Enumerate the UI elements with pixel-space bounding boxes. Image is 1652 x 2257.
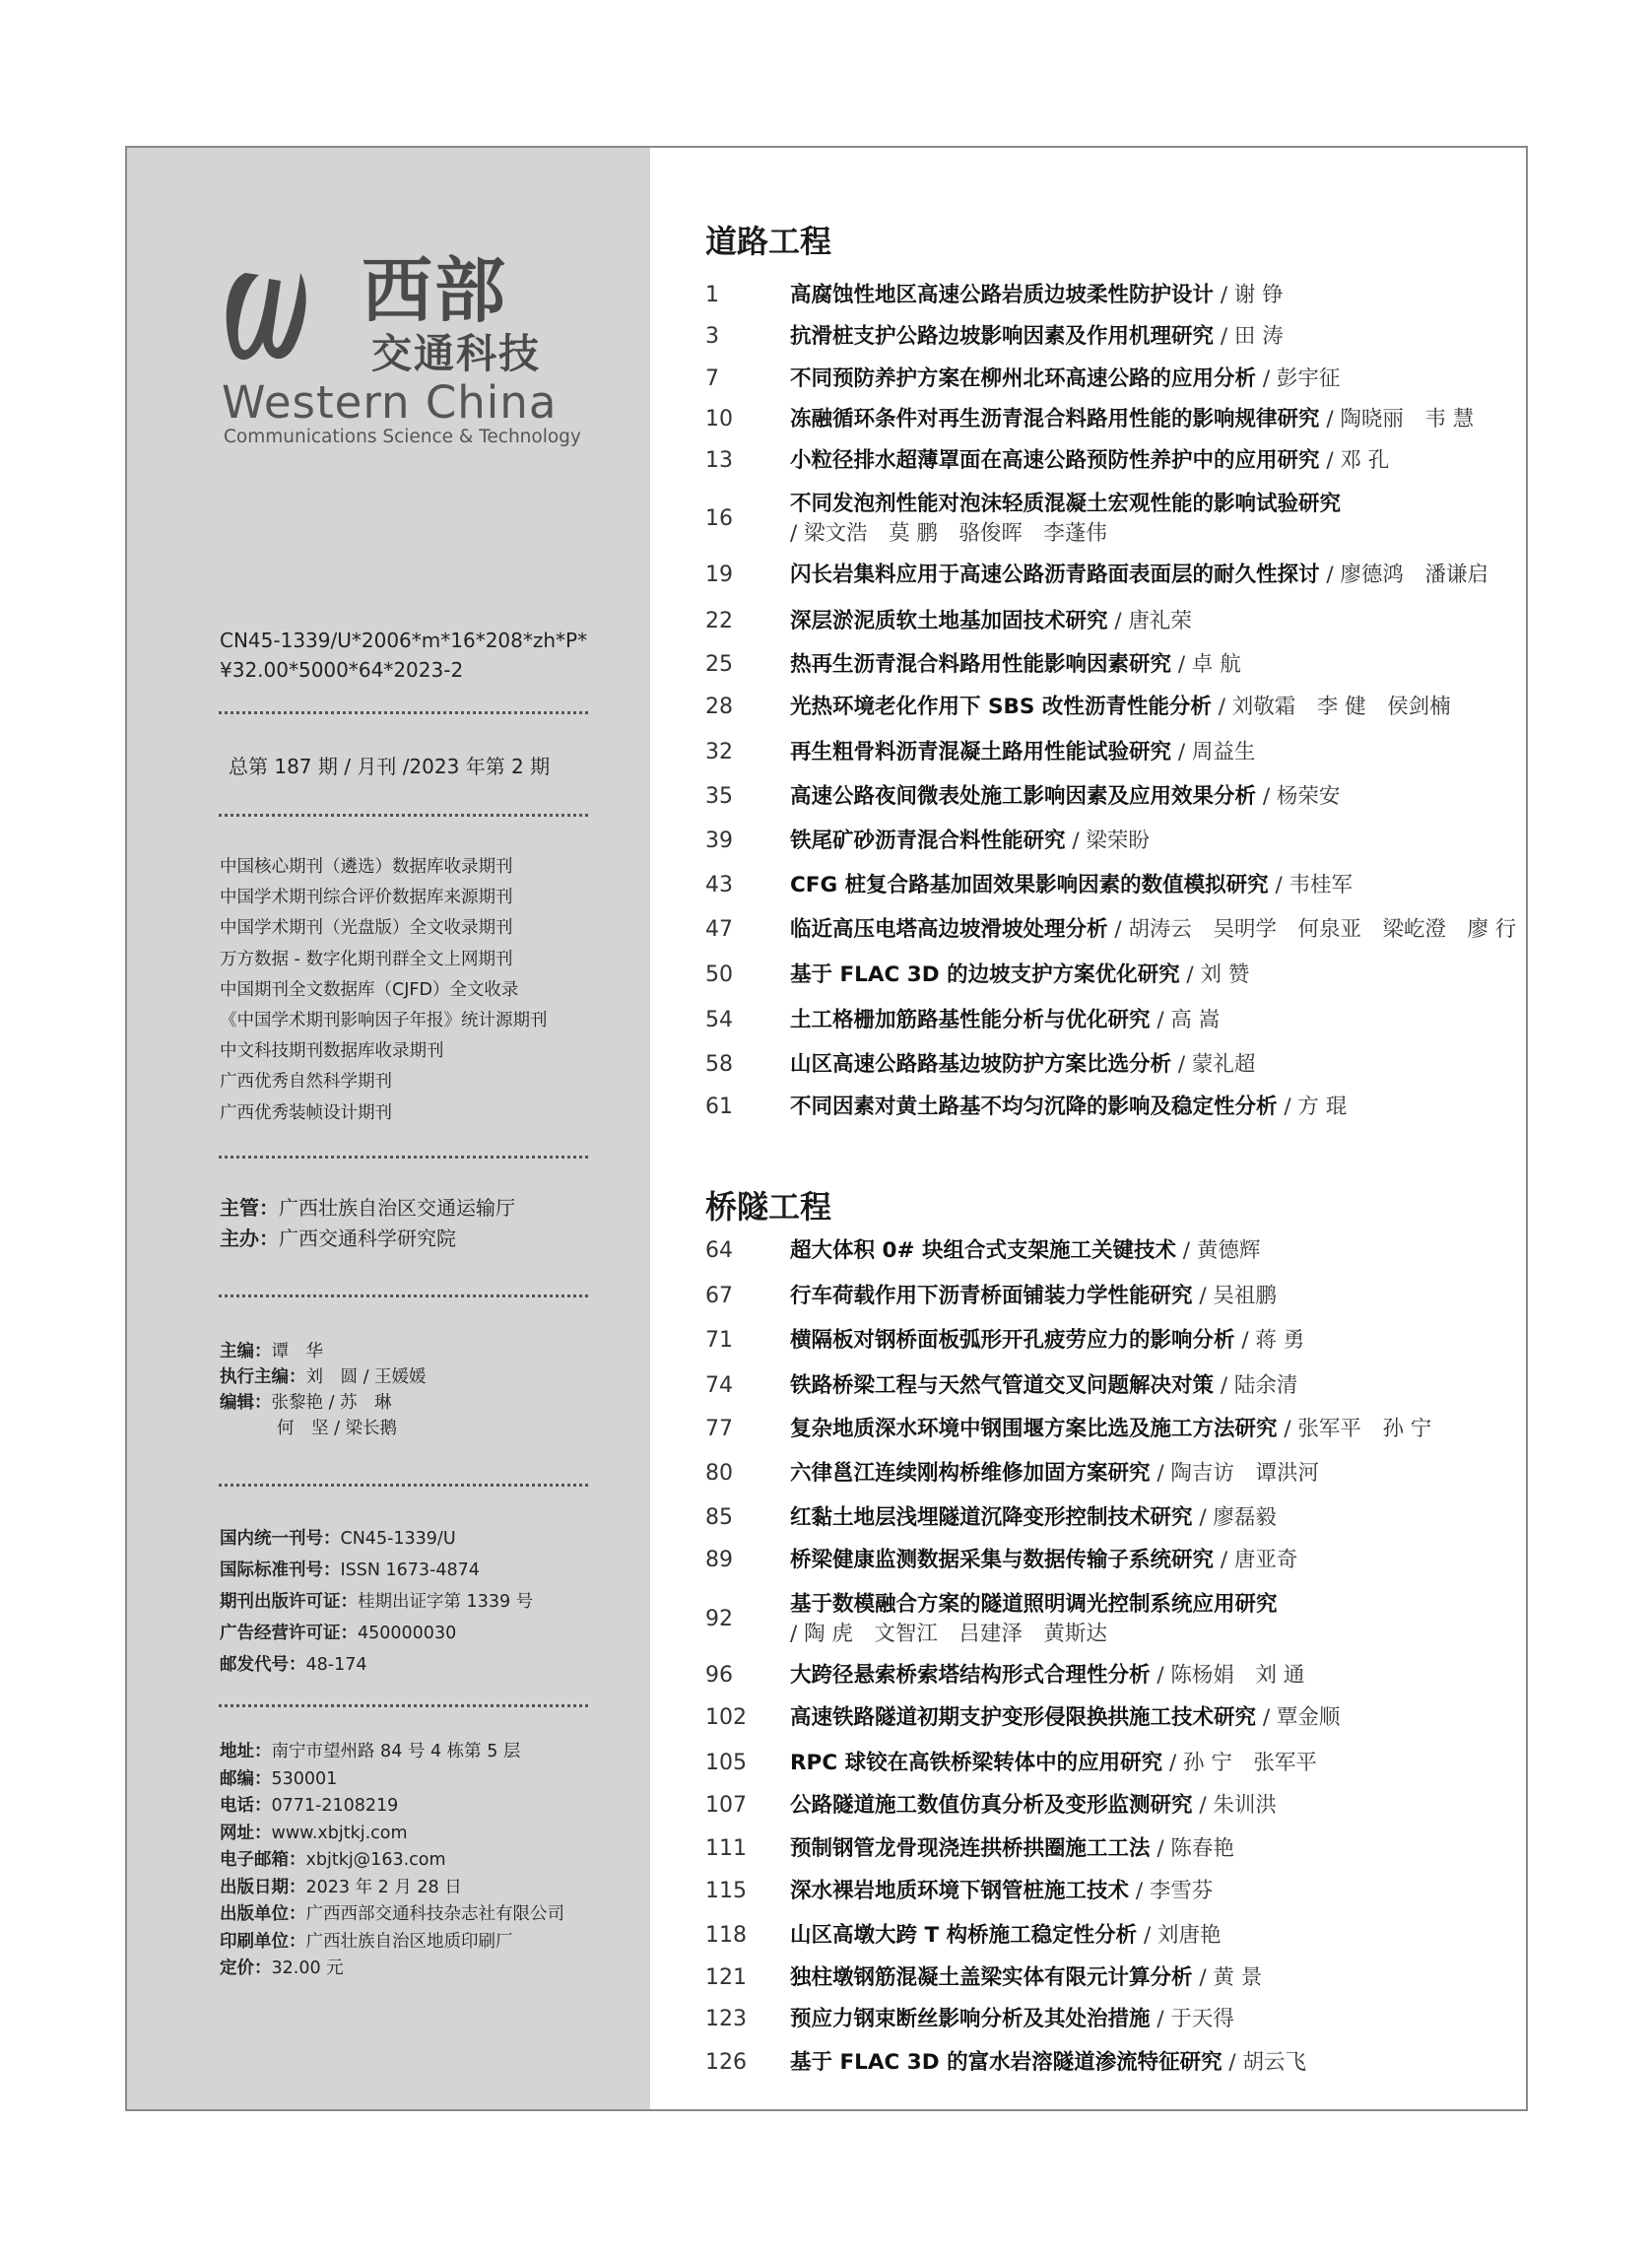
toc-article (790, 1834, 1234, 1864)
article-title: 高腐蚀性地区高速公路岩质边坡柔性防护设计 (790, 283, 1215, 307)
toc-article (790, 782, 1340, 812)
article-authors: / 于天得 (1156, 2007, 1234, 2031)
contact-label: 邮编： (220, 1768, 272, 1789)
article-title: 桥梁健康监测数据采集与数据传输子系统研究 (790, 1548, 1215, 1572)
section-title: 桥隧工程 (705, 1188, 832, 1226)
article-authors: / 胡云飞 (1228, 2050, 1307, 2075)
toc-article (790, 1703, 1340, 1733)
divider (219, 1294, 588, 1297)
toc-page-number: 16 (705, 506, 733, 531)
article-authors: / 方 琨 (1284, 1095, 1348, 1119)
toc-page-number: 1 (705, 283, 719, 307)
masthead-panel (127, 148, 650, 2109)
contact-value: 南宁市望州路 84 号 4 栋第 5 层 (271, 1742, 521, 1761)
toc-entry[interactable] (705, 607, 1493, 636)
indexing-item: 中国学术期刊综合评价数据库来源期刊 (220, 888, 513, 908)
article-title: 不同因素对黄土路基不均匀沉降的影响及稳定性分析 (790, 1095, 1278, 1119)
divider (219, 711, 588, 714)
sponsors-item (220, 1194, 515, 1223)
toc-entry[interactable] (705, 1503, 1493, 1533)
contact-value: www.xbjtkj.com (271, 1823, 408, 1843)
toc-entry[interactable] (705, 561, 1493, 590)
toc-page-number: 7 (705, 366, 719, 391)
toc-entry[interactable] (705, 1590, 1493, 1649)
toc-entry[interactable] (705, 2005, 1493, 2034)
article-title: 横隔板对钢桥面板弧形开孔疲劳应力的影响分析 (790, 1328, 1235, 1353)
article-title: 铁尾矿砂沥青混合料性能研究 (790, 829, 1066, 853)
registration-item (220, 1557, 480, 1585)
editors-value: 刘 圆 / 王媛媛 (305, 1367, 427, 1387)
editors-value: 何 坚 / 梁长鹅 (277, 1419, 398, 1438)
toc-article (790, 446, 1389, 476)
logo-cn-subtitle: 交通科技 (371, 330, 541, 377)
article-title: RPC 球铰在高铁桥梁转体中的应用研究 (790, 1751, 1163, 1775)
toc-page-number: 61 (705, 1095, 733, 1119)
toc-article (790, 1093, 1347, 1122)
indexing-item: 中国学术期刊（光盘版）全文收录期刊 (220, 918, 513, 939)
toc-article (790, 1050, 1255, 1080)
article-authors: / 邓 孔 (1326, 448, 1390, 473)
indexing-item: 中文科技期刊数据库收录期刊 (220, 1041, 444, 1062)
toc-entry[interactable] (705, 693, 1493, 722)
editors-item (220, 1338, 323, 1366)
toc-article (790, 490, 1341, 519)
toc-page-number: 71 (705, 1328, 733, 1353)
article-authors: / 陶吉访 谭洪河 (1156, 1461, 1319, 1486)
article-authors: / 胡涛云 吴明学 何泉亚 梁屹澄 廖 行 (1114, 917, 1517, 942)
indexing-item: 万方数据 - 数字化期刊群全文上网期刊 (220, 949, 513, 969)
indexing-item: 广西优秀自然科学期刊 (220, 1072, 392, 1093)
registration-label: 邮发代号： (220, 1655, 306, 1675)
toc-page-number: 54 (705, 1008, 733, 1032)
article-title: 抗滑桩支护公路边坡影响因素及作用机理研究 (790, 324, 1215, 349)
toc-article (790, 1006, 1220, 1035)
code-line-1: CN45-1339/U*2006*m*16*208*zh*P* (220, 629, 588, 652)
toc-article (790, 322, 1284, 352)
article-authors: / 陈杨娟 刘 通 (1156, 1663, 1305, 1688)
toc-entry[interactable] (705, 871, 1493, 900)
toc-page-number: 89 (705, 1548, 733, 1572)
toc-entry[interactable] (705, 1415, 1493, 1444)
article-authors: / 唐礼荣 (1114, 609, 1192, 633)
toc-entry[interactable] (705, 738, 1493, 767)
toc-article (790, 961, 1249, 990)
toc-entry[interactable] (705, 1546, 1493, 1575)
article-title: 预制钢管龙骨现浇连拱桥拱圈施工工法 (790, 1836, 1151, 1861)
divider (219, 814, 588, 817)
toc-page-number: 85 (705, 1505, 733, 1530)
article-title: 光热环境老化作用下 SBS 改性沥青性能分析 (790, 695, 1212, 719)
contact-item (220, 1738, 520, 1766)
article-title: 再生粗骨料沥青混凝土路用性能试验研究 (790, 740, 1172, 764)
divider (219, 1484, 588, 1487)
article-title: 小粒径排水超薄罩面在高速公路预防性养护中的应用研究 (790, 448, 1320, 473)
toc-article (790, 1749, 1317, 1778)
toc-entry[interactable] (705, 782, 1493, 812)
toc-page-number: 74 (705, 1373, 733, 1398)
toc-article (790, 2005, 1234, 2034)
toc-entry[interactable] (705, 1834, 1493, 1864)
article-title: 土工格栅加筋路基性能分析与优化研究 (790, 1008, 1151, 1032)
journal-logo (216, 249, 581, 458)
toc-entry[interactable] (705, 1326, 1493, 1356)
sponsors-value: 广西交通科学研究院 (279, 1227, 456, 1250)
registration-item (220, 1588, 533, 1617)
toc-entry[interactable] (705, 961, 1493, 990)
toc-article (790, 738, 1255, 767)
contact-value: 广西壮族自治区地质印刷厂 (305, 1931, 513, 1952)
toc-article (790, 561, 1488, 590)
toc-entry[interactable] (705, 827, 1493, 856)
toc-entry[interactable] (705, 2048, 1493, 2078)
toc-page-number: 96 (705, 1663, 733, 1688)
toc-entry[interactable] (705, 1703, 1493, 1733)
toc-page-number: 19 (705, 563, 733, 587)
toc-page-number: 123 (705, 2007, 747, 2031)
article-authors: / 廖德鸿 潘谦启 (1326, 563, 1488, 587)
editors-item (220, 1363, 427, 1392)
article-authors: / 刘敬霜 李 健 侯剑楠 (1218, 695, 1451, 719)
article-authors: / 杨荣安 (1262, 784, 1341, 809)
toc-article (790, 281, 1284, 310)
logo-cn-title: 西部 (362, 249, 508, 332)
registration-label: 广告经营许可证： (220, 1624, 358, 1643)
contact-item (220, 1900, 564, 1929)
toc-entry[interactable] (705, 1877, 1493, 1906)
contact-item (220, 1765, 337, 1794)
article-authors: / 唐亚奇 (1220, 1548, 1298, 1572)
contact-item (220, 1846, 446, 1875)
toc-page-number: 32 (705, 740, 733, 764)
section-title: 道路工程 (705, 223, 832, 260)
toc-entry[interactable] (705, 1749, 1493, 1778)
toc-entry[interactable] (705, 446, 1493, 476)
toc-article (790, 1503, 1277, 1533)
editors-item (220, 1389, 392, 1418)
toc-article (790, 1791, 1277, 1821)
toc-article (790, 2048, 1306, 2078)
contact-label: 电子邮箱： (220, 1850, 306, 1870)
editors-value: 张黎艳 / 苏 琳 (271, 1393, 392, 1413)
code-line-2: ¥32.00*5000*64*2023-2 (220, 658, 464, 682)
toc-page-number: 64 (705, 1238, 733, 1263)
toc-entry[interactable] (705, 322, 1493, 352)
toc-entry[interactable] (705, 1791, 1493, 1821)
article-authors: / 张军平 孙 宁 (1284, 1417, 1432, 1441)
article-authors: / 梁文浩 莫 鹏 骆俊晖 李蓬伟 (790, 521, 1107, 546)
contact-label: 印刷单位： (220, 1931, 306, 1952)
toc-page-number: 102 (705, 1705, 747, 1730)
divider (219, 1704, 588, 1707)
contact-label: 网址： (220, 1823, 272, 1843)
contact-value: xbjtkj@163.com (305, 1850, 446, 1870)
issue-info: 总第 187 期 / 月刊 /2023 年第 2 期 (229, 755, 551, 778)
toc-entry[interactable] (705, 1236, 1493, 1266)
article-title: 深层淤泥质软土地基加固技术研究 (790, 609, 1108, 633)
article-authors: / 陶 虎 文智江 吕建泽 黄斯达 (790, 1622, 1107, 1646)
article-title: 山区高速公路路基边坡防护方案比选分析 (790, 1052, 1172, 1077)
toc-article (790, 871, 1353, 900)
toc-entry[interactable] (705, 1050, 1493, 1080)
article-authors: / 蒋 勇 (1241, 1328, 1305, 1353)
toc-entry[interactable] (705, 1006, 1493, 1035)
sponsors-value: 广西壮族自治区交通运输厅 (279, 1196, 515, 1220)
toc-page-number: 121 (705, 1965, 747, 1990)
article-title: 山区高墩大跨 T 构桥施工稳定性分析 (790, 1923, 1138, 1948)
article-authors: / 梁荣盼 (1072, 829, 1150, 853)
article-authors: / 蒙礼超 (1177, 1052, 1256, 1077)
indexing-item: 《中国学术期刊影响因子年报》统计源期刊 (220, 1011, 548, 1030)
indexing-item: 广西优秀装帧设计期刊 (220, 1102, 392, 1123)
toc-page-number: 43 (705, 873, 733, 897)
article-title: 基于 FLAC 3D 的富水岩溶隧道渗流特征研究 (790, 2050, 1222, 2075)
toc-article (790, 1282, 1277, 1311)
toc-page-number: 28 (705, 695, 733, 719)
toc-article (790, 365, 1340, 394)
toc-article (790, 607, 1192, 636)
article-authors: / 黄 景 (1199, 1965, 1263, 1990)
article-authors: / 陶晓丽 韦 慧 (1326, 407, 1475, 431)
toc-page-number: 80 (705, 1461, 733, 1486)
article-title: 大跨径悬索桥索塔结构形式合理性分析 (790, 1663, 1151, 1688)
toc-page-number: 77 (705, 1417, 733, 1441)
contact-item (220, 1874, 462, 1902)
contact-value: 广西西部交通科技杂志社有限公司 (305, 1904, 564, 1924)
article-title: 六律邕江连续刚构桥维修加固方案研究 (790, 1461, 1151, 1486)
toc-entry[interactable] (705, 915, 1517, 945)
article-authors: / 卓 航 (1177, 652, 1241, 677)
toc-page-number: 118 (705, 1923, 747, 1948)
contact-value: 0771-2108219 (271, 1796, 399, 1816)
toc-page-number: 3 (705, 324, 719, 349)
registration-value: ISSN 1673-4874 (340, 1560, 480, 1580)
toc-article (790, 1546, 1297, 1575)
article-authors: / 刘唐艳 (1143, 1923, 1222, 1948)
article-title: 复杂地质深水环境中钢围堰方案比选及施工方法研究 (790, 1417, 1278, 1441)
toc-entry[interactable] (705, 1371, 1493, 1401)
editors-label: 主编： (220, 1342, 272, 1361)
article-authors: / 刘 赞 (1186, 963, 1250, 987)
article-title: 不同发泡剂性能对泡沫轻质混凝土宏观性能的影响试验研究 (790, 492, 1342, 516)
editors-label: 编辑： (220, 1393, 272, 1413)
toc-page-number: 126 (705, 2050, 747, 2075)
toc-article (790, 693, 1451, 722)
registration-value: 48-174 (305, 1655, 367, 1675)
toc-article (790, 1459, 1319, 1489)
toc-article (790, 1236, 1260, 1266)
contact-label: 出版单位： (220, 1904, 306, 1924)
toc-article (790, 1590, 1278, 1620)
article-title: 独柱墩钢筋混凝土盖梁实体有限元计算分析 (790, 1965, 1193, 1990)
contact-value: 2023 年 2 月 28 日 (305, 1877, 462, 1897)
contact-label: 出版日期： (220, 1877, 306, 1897)
toc-page-number: 22 (705, 609, 733, 633)
article-title: CFG 桩复合路基加固效果影响因素的数值模拟研究 (790, 873, 1269, 897)
contact-item (220, 1928, 513, 1957)
registration-label: 期刊出版许可证： (220, 1592, 358, 1612)
editors-value: 谭 华 (271, 1342, 323, 1361)
article-title: 高速公路夜间微表处施工影响因素及应用效果分析 (790, 784, 1257, 809)
toc-article (790, 1921, 1222, 1951)
logo-en-title: Western China (222, 376, 558, 429)
article-authors: / 彭宇征 (1262, 366, 1341, 391)
contact-label: 地址： (220, 1742, 272, 1761)
article-title: 深水裸岩地质环境下钢管桩施工技术 (790, 1879, 1130, 1903)
contact-label: 定价： (220, 1958, 272, 1978)
article-authors: / 陆余清 (1220, 1373, 1298, 1398)
article-title: 基于数模融合方案的隧道照明调光控制系统应用研究 (790, 1592, 1278, 1617)
toc-entry[interactable] (705, 1921, 1493, 1951)
article-authors: / 朱训洪 (1199, 1793, 1277, 1818)
article-authors: / 孙 宁 张军平 (1168, 1751, 1317, 1775)
toc-entry[interactable] (705, 1459, 1493, 1489)
toc-page-number: 115 (705, 1879, 747, 1903)
toc-article (790, 1877, 1213, 1906)
toc-entry[interactable] (705, 281, 1493, 310)
article-title: 基于 FLAC 3D 的边坡支护方案优化研究 (790, 963, 1180, 987)
article-authors: / 黄德辉 (1182, 1238, 1261, 1263)
toc-article (790, 650, 1241, 680)
article-authors: / 高 嵩 (1156, 1008, 1221, 1032)
logo-w-mark (216, 251, 363, 369)
toc-article (790, 915, 1516, 945)
toc-entry[interactable] (705, 490, 1493, 549)
toc-page-number: 50 (705, 963, 733, 987)
toc-entry[interactable] (705, 1661, 1493, 1691)
toc-entry[interactable] (705, 405, 1493, 434)
article-title: 高速铁路隧道初期支护变形侵限换拱施工技术研究 (790, 1705, 1257, 1730)
article-title: 行车荷载作用下沥青桥面铺装力学性能研究 (790, 1284, 1193, 1308)
article-title: 不同预防养护方案在柳州北环高速公路的应用分析 (790, 366, 1257, 391)
contact-item (220, 1955, 344, 1983)
toc-entry[interactable] (705, 1963, 1493, 1993)
editors-item (220, 1415, 397, 1443)
sponsors-label: 主管： (220, 1196, 279, 1220)
toc-page-number: 105 (705, 1751, 747, 1775)
toc-page-number: 92 (705, 1607, 733, 1631)
toc-article (790, 1661, 1304, 1691)
toc-article (790, 1415, 1431, 1444)
article-authors: / 覃金顺 (1262, 1705, 1341, 1730)
toc-article (790, 405, 1474, 434)
toc-article (790, 1963, 1262, 1993)
toc-page-number: 10 (705, 407, 733, 431)
registration-label: 国内统一刊号： (220, 1529, 341, 1549)
contact-item (220, 1820, 408, 1848)
registration-item (220, 1620, 456, 1648)
contact-value: 530001 (271, 1768, 338, 1789)
toc-page-number: 13 (705, 448, 733, 473)
sponsors-label: 主办： (220, 1227, 279, 1250)
article-title: 预应力钢束断丝影响分析及其处治措施 (790, 2007, 1151, 2031)
toc-page-number: 107 (705, 1793, 747, 1818)
article-title: 公路隧道施工数值仿真分析及变形监测研究 (790, 1793, 1193, 1818)
registration-item (220, 1525, 456, 1554)
article-title: 超大体积 0# 块组合式支架施工关键技术 (790, 1238, 1176, 1263)
registration-label: 国际标准刊号： (220, 1560, 341, 1580)
article-authors: / 李雪芬 (1135, 1879, 1214, 1903)
article-title: 临近高压电塔高边坡滑坡处理分析 (790, 917, 1108, 942)
article-authors: / 谢 铮 (1220, 283, 1284, 307)
indexing-item: 中国期刊全文数据库（CJFD）全文收录 (220, 979, 519, 1000)
toc-article (790, 827, 1150, 856)
indexing-item: 中国核心期刊（遴选）数据库收录期刊 (220, 857, 513, 877)
article-title: 铁路桥梁工程与天然气管道交叉问题解决对策 (790, 1373, 1215, 1398)
toc-article (790, 1371, 1297, 1401)
toc-entry[interactable] (705, 1282, 1493, 1311)
article-authors: / 吴祖鹏 (1199, 1284, 1277, 1308)
registration-value: CN45-1339/U (340, 1529, 456, 1549)
toc-page-number: 35 (705, 784, 733, 809)
registration-value: 450000030 (358, 1624, 457, 1643)
registration-item (220, 1651, 367, 1680)
registration-value: 桂期出证字第 1339 号 (358, 1592, 534, 1612)
article-title: 红黏土地层浅埋隧道沉降变形控制技术研究 (790, 1505, 1193, 1530)
contact-item (220, 1792, 398, 1821)
article-title: 闪长岩集料应用于高速公路沥青路面表面层的耐久性探讨 (790, 563, 1320, 587)
toc-article (790, 1326, 1304, 1356)
contact-value: 32.00 元 (271, 1958, 344, 1978)
toc-entry[interactable] (705, 365, 1493, 394)
toc-page-number: 67 (705, 1284, 733, 1308)
article-title: 热再生沥青混合料路用性能影响因素研究 (790, 652, 1172, 677)
article-authors: / 廖磊毅 (1199, 1505, 1277, 1530)
toc-page-number: 25 (705, 652, 733, 677)
sponsors-item (220, 1225, 456, 1253)
article-title: 冻融循环条件对再生沥青混合料路用性能的影响规律研究 (790, 407, 1320, 431)
editors-label: 执行主编： (220, 1367, 306, 1387)
article-authors: / 田 涛 (1220, 324, 1284, 349)
toc-page-number: 58 (705, 1052, 733, 1077)
contact-label: 电话： (220, 1796, 272, 1816)
article-authors: / 周益生 (1177, 740, 1256, 764)
article-authors: / 陈春艳 (1156, 1836, 1234, 1861)
article-authors: / 韦桂军 (1275, 873, 1354, 897)
toc-page-number: 111 (705, 1836, 747, 1861)
divider (219, 1156, 588, 1159)
toc-page-number: 39 (705, 829, 733, 853)
toc-entry[interactable] (705, 1093, 1493, 1122)
toc-page-number: 47 (705, 917, 733, 942)
toc-entry[interactable] (705, 650, 1493, 680)
logo-en-subtitle: Communications Science & Technology (224, 427, 581, 447)
